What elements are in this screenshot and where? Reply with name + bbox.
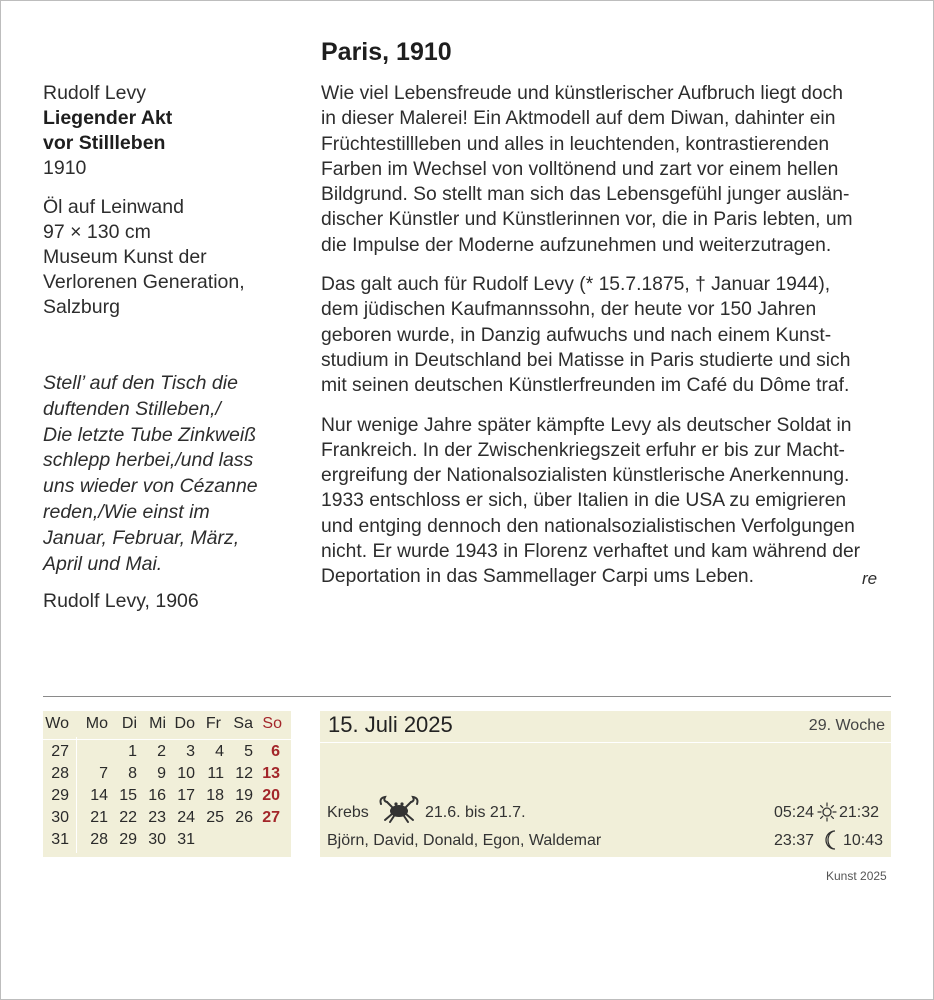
article-line: Nur wenige Jahre später kämpfte Levy als deutscher Soldat in — [321, 414, 852, 436]
header-day: Sa — [233, 715, 253, 732]
zodiac-sign: Krebs — [327, 804, 369, 821]
quote-line: Stell’ auf den Tisch die — [43, 372, 238, 394]
divider — [43, 696, 891, 697]
calendar-day: 22 — [119, 809, 137, 826]
month-calendar — [43, 711, 291, 857]
calendar-week-row — [43, 809, 291, 831]
quote — [43, 371, 293, 577]
article-line: Frankreich. In der Zwischenkriegszeit erfuhr er bis zur Macht- — [321, 439, 845, 461]
artwork-collection-line-3: Salzburg — [43, 296, 120, 318]
calendar-sunday: 6 — [271, 743, 280, 760]
current-date: 15. Juli 2025 — [328, 712, 453, 737]
calendar-day: 3 — [186, 743, 195, 760]
article-line: mit seinen deutschen Künstlerfreunden im Café du Dôme traf. — [321, 375, 850, 397]
article-heading: Paris, 1910 — [321, 38, 452, 66]
artist-name: Rudolf Levy — [43, 82, 146, 104]
calendar-day: 21 — [90, 809, 108, 826]
calendar-day: 11 — [207, 765, 224, 782]
calendar-day: 12 — [235, 765, 253, 782]
calendar-day: 8 — [128, 765, 137, 782]
calendar-day: 30 — [148, 831, 166, 848]
week-label: 29. Woche — [808, 717, 885, 734]
calendar-header-row — [43, 715, 291, 737]
moon-icon — [822, 829, 840, 851]
header-day: Di — [121, 715, 137, 732]
article-line: Das galt auch für Rudolf Levy (* 15.7.1875, † Januar 1944), — [321, 274, 831, 296]
quote-line: uns wieder von Cézanne — [43, 475, 258, 498]
artwork-collection-line-1: Museum Kunst der — [43, 246, 207, 268]
week-number: 27 — [51, 743, 69, 760]
quote-line: schlepp herbei,/und lass — [43, 449, 254, 472]
day-panel — [320, 711, 891, 857]
calendar-sunday: 20 — [262, 787, 280, 804]
crab-icon — [377, 794, 421, 824]
week-number: 31 — [51, 831, 69, 848]
artwork-title-line-2: vor Stillleben — [43, 132, 166, 154]
article-line: Farben im Wechsel von volltönend und zart vor einem hellen — [321, 158, 839, 180]
week-number: 28 — [51, 765, 69, 782]
sunrise-time: 05:24 — [774, 804, 815, 821]
calendar-day: 7 — [99, 765, 108, 782]
calendar-day: 28 — [90, 831, 108, 848]
calendar-day: 18 — [206, 787, 224, 804]
calendar-day: 24 — [177, 809, 195, 826]
article-line: in dieser Malerei! Ein Aktmodell auf dem Diwan, dahinter ein — [321, 108, 836, 130]
calendar-week-row — [43, 831, 291, 853]
calendar-day: 1 — [128, 743, 137, 760]
article-line: nicht. Er wurde 1943 in Florenz verhaftet und kam während der — [321, 541, 861, 563]
article-line: discher Künstler und Künstlerinnen vor, die in Paris lebten, um — [321, 209, 853, 231]
calendar-day: 15 — [119, 787, 137, 804]
artwork-dimensions: 97 × 130 cm — [43, 221, 151, 243]
header-day: Mo — [85, 715, 108, 732]
article-line: studium in Deutschland bei Matisse in Paris studierte und sich — [321, 349, 851, 371]
moonset-time: 10:43 — [843, 832, 884, 849]
artwork-medium: Öl auf Leinwand — [43, 196, 184, 218]
header-day: Mi — [149, 715, 166, 732]
artwork-title-line-1: Liegender Akt — [43, 107, 173, 129]
calendar-week-row — [43, 743, 291, 765]
calendar-day: 16 — [148, 787, 166, 804]
article-line: ergreifung der Nationalsozialisten künstlerische Anerkennung. — [321, 465, 850, 487]
week-number: 29 — [51, 787, 69, 804]
artwork-collection-line-2: Verlorenen Generation, — [43, 271, 245, 293]
calendar-day: 17 — [177, 787, 195, 804]
artwork-year: 1910 — [43, 157, 87, 179]
calendar-day: 9 — [157, 765, 166, 782]
article-line: Deportation in das Sammellager Carpi ums Leben. — [321, 566, 754, 588]
article-line: Früchtestillleben und alles in leuchtenden, kontrastierenden — [321, 133, 830, 155]
article-body — [321, 81, 891, 590]
artwork-caption — [43, 81, 293, 320]
header-day: Do — [174, 715, 195, 732]
calendar-sunday: 13 — [262, 765, 280, 782]
calendar-day: 14 — [90, 787, 108, 804]
calendar-week-row — [43, 765, 291, 787]
quote-author: Rudolf Levy, 1906 — [43, 590, 199, 612]
quote-line: Die letzte Tube Zinkweiß — [43, 423, 257, 446]
sun-icon — [817, 802, 837, 822]
week-number: 30 — [51, 809, 69, 826]
calendar-day: 5 — [244, 743, 253, 760]
article-line: Bildgrund. So stellt man sich das Lebensgefühl junger auslän- — [321, 184, 850, 206]
calendar-week-row — [43, 787, 291, 809]
zodiac-range: 21.6. bis 21.7. — [425, 804, 526, 821]
calendar-day: 10 — [177, 765, 195, 782]
quote-line: reden,/Wie einst im — [43, 500, 210, 523]
calendar-day: 23 — [148, 809, 166, 826]
quote-line: April und Mai. — [43, 552, 163, 575]
calendar-day: 26 — [235, 809, 253, 826]
moonrise-time: 23:37 — [774, 832, 815, 849]
name-days: Björn, David, Donald, Egon, Waldemar — [327, 832, 602, 849]
quote-line: Januar, Februar, März, — [43, 526, 240, 549]
calendar-day: 19 — [235, 787, 253, 804]
author-signature: re — [862, 569, 878, 588]
calendar-day: 31 — [177, 831, 195, 848]
header-day: Fr — [205, 715, 221, 732]
calendar-day: 25 — [206, 809, 224, 826]
header-sunday: So — [262, 715, 282, 732]
calendar-footer: Kunst 2025 — [826, 869, 887, 883]
article-line: dem jüdischen Kaufmannssohn, der heute vor 150 Jahren — [321, 299, 817, 321]
article-line: und entging dennoch den nationalsozialistischen Verfolgungen — [321, 515, 855, 537]
header-week: Wo — [45, 715, 69, 732]
calendar-day: 4 — [215, 743, 224, 760]
header-divider — [43, 739, 291, 740]
quote-line: duftenden Stilleben,/ — [43, 397, 221, 420]
article-line: 1933 entschloss er sich, über Italien in die USA zu emigrieren — [321, 490, 847, 512]
article-line: die Impulse der Moderne aufzunehmen und weiterzutragen. — [321, 234, 832, 256]
calendar-sunday: 27 — [262, 809, 280, 826]
calendar-day: 29 — [119, 831, 137, 848]
sunset-time: 21:32 — [839, 804, 880, 821]
day-panel-divider — [320, 742, 891, 743]
article-line: geboren wurde, in Danzig aufwuchs und nach einem Kunst- — [321, 324, 832, 346]
article-line: Wie viel Lebensfreude und künstlerischer Aufbruch liegt doch — [321, 83, 843, 104]
calendar-day: 2 — [157, 743, 166, 760]
